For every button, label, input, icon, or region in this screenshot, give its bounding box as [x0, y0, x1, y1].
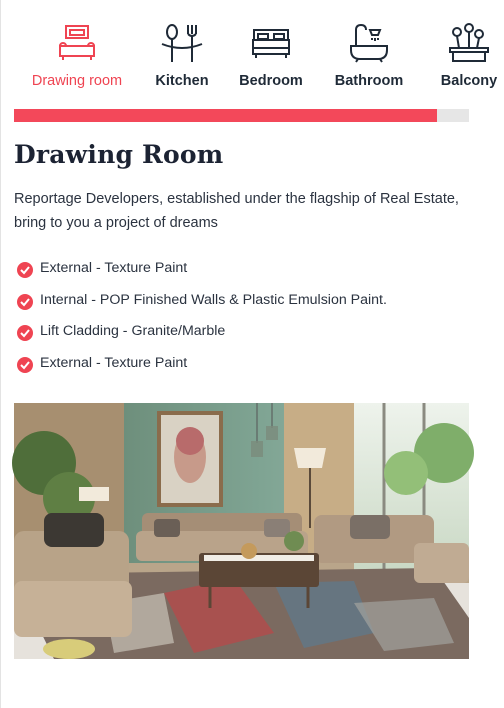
bed-icon	[250, 22, 292, 64]
feature-item	[17, 292, 387, 324]
feature-text: External - Texture Paint	[40, 260, 188, 276]
feature-text: Lift Cladding - Granite/Marble	[40, 323, 226, 339]
tab-drawing-room[interactable]	[31, 22, 123, 89]
tab-label: Balcony	[440, 73, 498, 89]
feature-list	[17, 260, 387, 386]
room-tabs	[14, 22, 498, 102]
sofa-icon	[54, 22, 100, 64]
plants-icon	[447, 22, 491, 64]
check-icon	[17, 262, 33, 278]
drawing-room-photo	[14, 403, 469, 659]
check-icon	[17, 325, 33, 341]
feature-text: Internal - POP Finished Walls & Plastic Emulsion Paint.	[40, 291, 387, 308]
feature-item	[17, 323, 387, 355]
section-title: Drawing Room	[14, 140, 224, 169]
tab-bathroom[interactable]	[332, 22, 406, 89]
check-icon	[17, 294, 33, 310]
feature-text: External - Texture Paint	[40, 354, 188, 371]
bathtub-icon	[348, 22, 390, 64]
feature-item	[17, 260, 387, 292]
tab-progress-bar	[14, 109, 469, 122]
tab-bedroom[interactable]	[238, 22, 304, 89]
tab-balcony[interactable]	[434, 22, 504, 89]
cutlery-icon	[160, 22, 204, 64]
tab-kitchen[interactable]	[154, 22, 210, 89]
tab-label: Drawing room	[31, 73, 123, 89]
tab-label: Bedroom	[239, 73, 303, 89]
check-icon	[17, 357, 33, 373]
section-description: Reportage Developers, established under the flagship of Real Estate, bring to you a project of dreams	[14, 191, 459, 231]
tab-label: Kitchen	[155, 73, 209, 89]
page-divider	[0, 0, 1, 708]
progress-fill	[14, 109, 437, 122]
feature-item	[17, 355, 387, 387]
tab-label: Bathroom	[334, 73, 404, 89]
